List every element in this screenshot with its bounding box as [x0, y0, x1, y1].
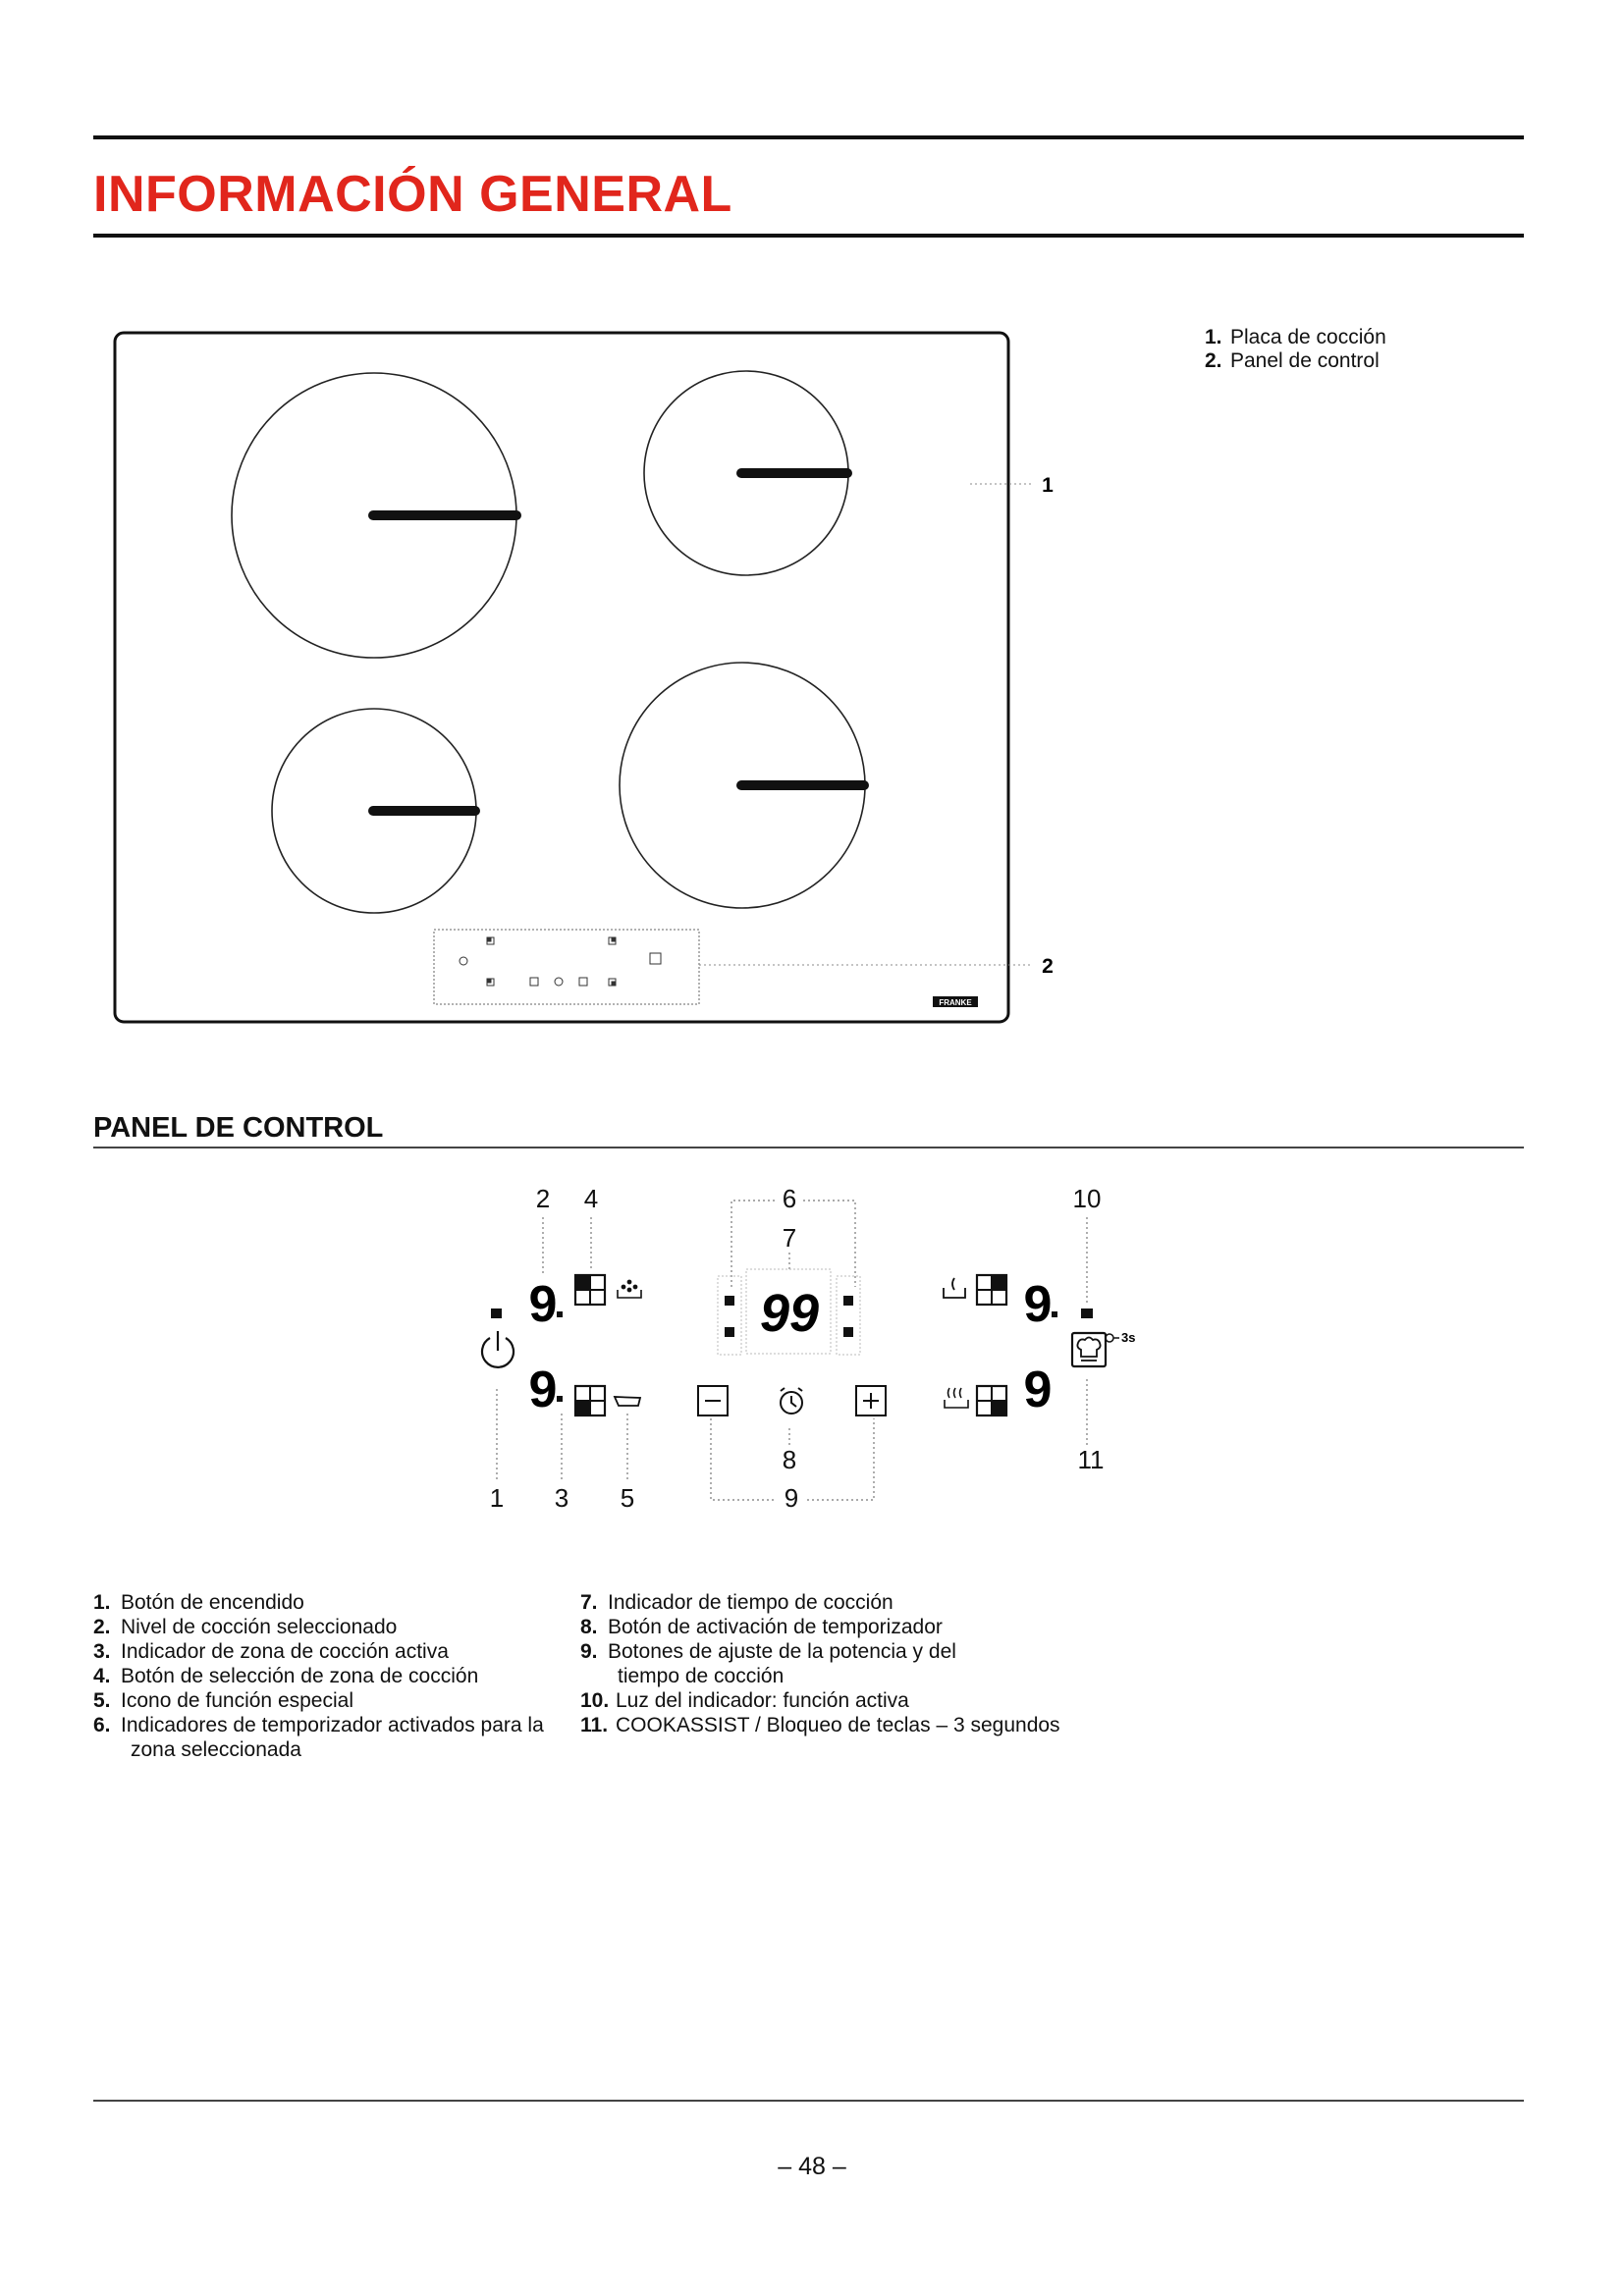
- callout-hob-2: 2: [1042, 955, 1054, 978]
- zone-selector-icon[interactable]: [977, 1386, 1006, 1415]
- legend-item: 9. Botones de ajuste de la potencia y del tiempo de cocción: [580, 1640, 956, 1687]
- legend-number: 1.: [1205, 326, 1222, 348]
- function-active-light: [1081, 1308, 1093, 1318]
- zone-selector-icon[interactable]: [575, 1275, 605, 1305]
- legend-right: [580, 1590, 1091, 1737]
- hob-legend-item: [1205, 349, 1380, 373]
- power-indicator-light: [491, 1308, 502, 1318]
- control-panel-diagram: [432, 1168, 1178, 1522]
- cooking-level-front-left: 9: [528, 1362, 558, 1418]
- cooking-time-value: 99: [759, 1284, 820, 1343]
- brand-label: FRANKE: [939, 998, 972, 1007]
- zone-selector-icon[interactable]: [575, 1386, 605, 1415]
- timer-indicator-right: [837, 1276, 860, 1355]
- legend-item: 6. Indicadores de temporizador activados para la zona seleccionada: [93, 1714, 544, 1761]
- callout-10: 10: [1072, 1184, 1102, 1213]
- top-rule: [93, 135, 1524, 139]
- legend-text: Placa de cocción: [1230, 326, 1386, 348]
- lock-key-icon: [1106, 1330, 1135, 1345]
- hob-legend-item: [1205, 326, 1386, 349]
- alarm-clock-icon[interactable]: [781, 1388, 802, 1414]
- brand-badge: [933, 996, 978, 1007]
- callout-5: 5: [620, 1483, 635, 1513]
- legend-item: 7. Indicador de tiempo de cocción: [580, 1591, 893, 1614]
- section-rule: [93, 1147, 1524, 1148]
- legend-number: 2.: [1205, 349, 1222, 372]
- cooking-level-front-right: 9: [1023, 1362, 1053, 1418]
- footer-rule: [93, 2100, 1524, 2102]
- callout-2: 2: [535, 1184, 551, 1213]
- callout-9: 9: [784, 1483, 799, 1513]
- hob-outline: [115, 333, 1008, 1022]
- callout-7: 7: [782, 1223, 797, 1253]
- legend-left: [93, 1590, 555, 1762]
- callout-6: 6: [782, 1184, 797, 1213]
- control-panel-area: [434, 930, 699, 1004]
- legend-item: 8. Botón de activación de temporizador: [580, 1616, 943, 1638]
- page-number: – 48 –: [778, 2153, 846, 2180]
- legend-item: 3. Indicador de zona de cocción activa: [93, 1640, 449, 1663]
- mini-panel-icons: [460, 937, 661, 986]
- callout-hob-1: 1: [1042, 474, 1054, 497]
- legend-item: 4. Botón de selección de zona de cocción: [93, 1665, 479, 1687]
- hob-illustration: [108, 324, 1090, 1041]
- power-icon[interactable]: [482, 1331, 514, 1367]
- callout-4: 4: [583, 1184, 599, 1213]
- legend-text: Panel de control: [1230, 349, 1380, 372]
- minus-icon[interactable]: [698, 1386, 728, 1415]
- heat-icon: [944, 1278, 965, 1298]
- legend-item: 2. Nivel de cocción seleccionado: [93, 1616, 398, 1638]
- zone-selector-icon[interactable]: [977, 1275, 1006, 1305]
- legend-item: 11. COOKASSIST / Bloqueo de teclas – 3 segundos: [580, 1714, 1060, 1736]
- legend-item: 5. Icono de función especial: [93, 1689, 353, 1712]
- chef-hat-icon[interactable]: [1072, 1333, 1106, 1366]
- plus-icon[interactable]: [856, 1386, 886, 1415]
- page-title: INFORMACIÓN GENERAL: [93, 166, 732, 223]
- title-underline: [93, 234, 1524, 238]
- pot-icon: [615, 1397, 640, 1406]
- steam-icon: [618, 1280, 641, 1298]
- legend-item: 1. Botón de encendido: [93, 1591, 304, 1614]
- lock-duration: 3s: [1121, 1330, 1136, 1345]
- cooking-level-rear-right: 9: [1023, 1276, 1053, 1333]
- callout-3: 3: [554, 1483, 569, 1513]
- timer-indicator-left: [718, 1276, 741, 1355]
- callout-1: 1: [489, 1483, 505, 1513]
- section-title: PANEL DE CONTROL: [93, 1112, 384, 1144]
- callout-8: 8: [782, 1445, 797, 1474]
- legend-item: 10. Luz del indicador: función activa: [580, 1689, 909, 1712]
- cooking-level-rear-left: 9: [528, 1276, 558, 1333]
- steam-icon: [945, 1388, 968, 1408]
- callout-11: 11: [1077, 1445, 1105, 1474]
